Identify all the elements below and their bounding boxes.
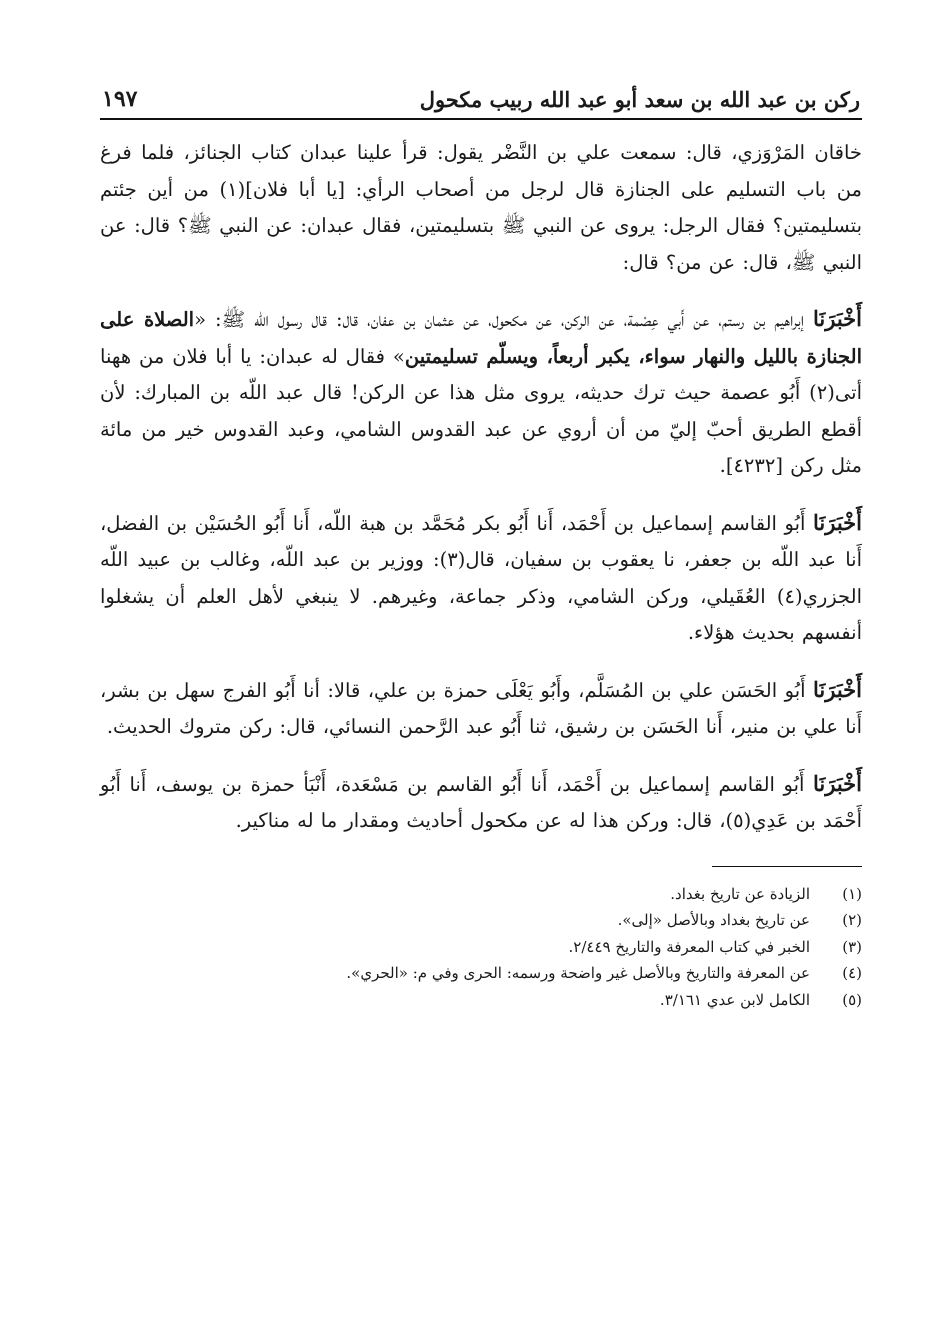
paragraph-tail: » فقال له عبدان: يا أبا فلان من ههنا أتى(٢) أَبُو عصمة حيث ترك حديثه، يروى مثل هذا عن الركن! قال عبد اللّه بن المبارك: لأن أقطع الطريق أحبّ إليّ من أن أروي عن عبد القدوس الشامي، وعبد القدوس خير من مائة مثل ركن [٤٢٣٢]. [100,344,862,477]
paragraph-lead: أَخْبَرَنَا [813,770,862,796]
footnote-text: الزيادة عن تاريخ بغداد. [670,884,810,903]
page-header [100,78,862,120]
footnote-text: الخبر في كتاب المعرفة والتاريخ ٢/٤٤٩. [568,937,810,956]
footnote [100,987,862,1014]
paragraph-lead: أَخْبَرَنَا [813,306,862,331]
footnotes [100,881,862,1014]
footnote-text: عن تاريخ بغداد وبالأصل «إلى». [617,911,810,929]
paragraph-lead: أَخْبَرَنَا [813,509,862,535]
paragraph-3 [100,505,862,652]
footnote-number: (٤) [842,964,862,982]
paragraph-5 [100,766,862,840]
paragraph-text: أَبُو القاسم إسماعيل بن أَحْمَد، أَنا أَبُو القاسم بن مَسْعَدة، أَنْبَأ حمزة بن يوسف، أَنا أَبُو أَحْمَد بن عَدِي(٥)، قال: وركن هذا له عن مكحول أحاديث ومقدار ما له مناكير. [100,772,862,832]
footnote [100,881,862,908]
footnote-number: (٥) [842,990,862,1009]
paragraph-text: أَبُو الحَسَن علي بن المُسَلَّم، وأَبُو يَعْلَى حمزة بن علي، قالا: أنا أَبُو الفرج سهل بن بشر، أَنا علي بن منير، أَنا الحَسَن بن رشيق، ثنا أَبُو عبد الرَّحمن النسائي، قال: ركن متروك الحديث. [100,678,862,738]
page-number: ١٩٧ [102,86,138,112]
paragraph-text: إبراهيم بن رستم، عن أَبي عِصْمة، عن الركن، عن مكحول، عن عثمان بن عفان، قال: قال رسول الله ﷺ: « [194,308,814,331]
footnote-number: (١) [842,884,862,903]
footnote-number: (٢) [842,911,862,929]
page-body [100,134,862,840]
paragraph-2 [100,301,862,485]
running-title: ركن بن عبد الله بن سعد أبو عبد الله ربيب مكحول [419,87,860,112]
footnote-text: الكامل لابن عدي ٣/١٦١. [659,990,810,1009]
paragraph-4 [100,672,862,746]
footnote [100,960,862,987]
hadith-quote: الصلاة على الجنازة بالليل والنهار سواء، يكبر أربعاً، ويسلّم تسليمتين [100,308,862,368]
footnote-text: عن المعرفة والتاريخ وبالأصل غير واضحة ورسمه: الحرى وفي م: «الحري». [346,964,810,982]
paragraph-1 [100,134,862,281]
book-page [100,78,862,1013]
footnote-number: (٣) [842,937,862,956]
paragraph-text: خاقان المَرْوَزي، قال: سمعت علي بن النَّضْر يقول: قرأ علينا عبدان كتاب الجنائز، فلما فرغ من باب التسليم على الجنازة قال لرجل من أصحاب الرأي: [يا أبا فلان](١) من أين جئتم بتسليمتين؟ فقال الرجل: يروى عن النبي ﷺ بتسليمتين، فقال عبدان: عن النبي ﷺ؟ قال: عن النبي ﷺ، قال: عن من؟ قال: [100,141,862,274]
footnote [100,907,862,934]
footnote-divider [712,866,862,867]
footnote [100,934,862,961]
paragraph-text: أَبُو القاسم إسماعيل بن أَحْمَد، أَنا أَبُو بكر مُحَمَّد بن هبة اللّه، أَنا أَبُو الحُسَيْن بن الفضل، أَنا عبد اللّه بن جعفر، نا يعقوب بن سفيان، قال(٣): ووزير بن عبد اللّه، وغالب بن عبيد اللّه الجزري(٤) العُقَيلي، وركن الشامي، وذكر جماعة، وغيرهم. لا ينبغي لأهل العلم أن يشغلوا أنفسهم بحديث هؤلاء. [100,511,862,644]
paragraph-lead: أَخْبَرَنَا [813,676,862,702]
